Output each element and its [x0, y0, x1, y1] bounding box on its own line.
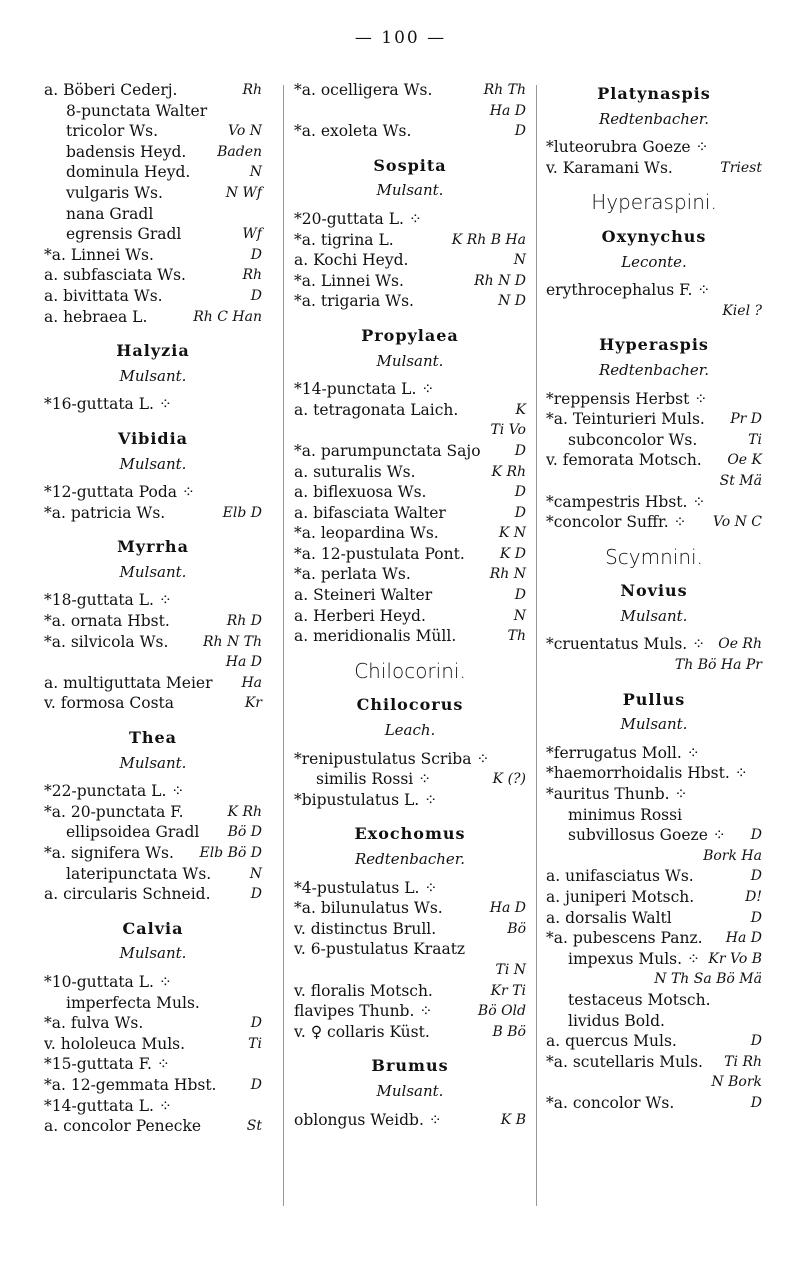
species-entry [44, 1054, 262, 1075]
species-entry [44, 1075, 262, 1096]
species-entry [294, 209, 526, 230]
taxon-name: a. concolor Penecke [44, 1117, 202, 1136]
genus-author: Mulsant. [119, 454, 187, 473]
genus-author: Mulsant. [620, 715, 688, 734]
taxon-name: flavipes Thunb. ⁘ [294, 1002, 433, 1021]
taxon-name: *a. ocelligera Ws. [294, 81, 433, 99]
species-entry [44, 1096, 262, 1117]
species-entry [294, 503, 526, 524]
taxon-name: *12-guttata Poda ⁘ [44, 483, 195, 502]
species-entry [44, 843, 262, 864]
locality-codes: Rh D [226, 613, 262, 630]
genus-heading: Halyzia [116, 341, 190, 361]
locality-codes: D [750, 868, 762, 885]
taxon-name: *a. 12-gemmata Hbst. [44, 1075, 217, 1094]
species-entry [546, 825, 762, 846]
taxon-name: a. Herberi Heyd. [294, 606, 426, 625]
taxon-name: egrensis Gradl [66, 225, 182, 244]
taxon-name: *a. fulva Ws. [44, 1014, 144, 1033]
species-entry [294, 250, 526, 271]
species-entry [546, 908, 762, 929]
taxon-name: *16-guttata L. ⁘ [44, 395, 172, 414]
taxon-name: *reppensis Herbst ⁘ [546, 389, 708, 408]
locality-continuation: N Th Sa Bö Mä [654, 971, 762, 988]
taxon-name: vulgaris Ws. [66, 183, 163, 202]
species-entry [44, 307, 262, 328]
species-entry [294, 939, 526, 960]
species-entry [294, 898, 526, 919]
locality-codes: D [250, 1076, 262, 1093]
locality-codes: D [750, 909, 762, 926]
locality-codes: Elb D [222, 504, 262, 521]
species-entry [546, 492, 762, 513]
column-rule-2 [536, 85, 537, 1206]
taxon-name: *20-guttata L. ⁘ [294, 209, 422, 228]
species-entry [44, 822, 262, 843]
genus-author: Mulsant. [376, 181, 444, 200]
species-entry [546, 634, 762, 655]
taxon-name: a. circularis Schneid. [44, 885, 211, 904]
page-number: — 100 — [354, 28, 447, 48]
species-entry [44, 80, 262, 101]
species-entry [546, 805, 762, 826]
taxon-name: *a. Linnei Ws. [44, 245, 154, 264]
species-entry [44, 611, 262, 632]
species-entry [546, 990, 762, 1011]
locality-continuation: N Bork [711, 1074, 762, 1091]
taxon-name: *a. bilunulatus Ws. [294, 899, 443, 918]
taxon-name: v. Karamani Ws. [546, 158, 673, 177]
taxon-name: *22-punctata L. ⁘ [44, 782, 185, 801]
locality-codes: D [514, 587, 526, 604]
locality-codes: Vo N C [712, 514, 762, 531]
locality-codes: St [246, 1118, 262, 1135]
genus-heading: Propylaea [361, 325, 459, 345]
genus-author: Mulsant. [620, 606, 688, 625]
locality-codes: Ha D [489, 900, 526, 917]
taxon-name: a. juniperi Motsch. [546, 888, 695, 906]
species-entry [294, 769, 526, 790]
species-entry [44, 286, 262, 307]
locality-codes: D [250, 246, 262, 263]
locality-codes: K Rh [491, 463, 526, 480]
taxon-name: *a. ornata Hbst. [44, 612, 170, 631]
locality-codes: N Wf [225, 184, 262, 201]
species-entry [546, 928, 762, 949]
taxon-name: *15-guttata F. ⁘ [44, 1055, 170, 1074]
taxon-name: a. tetragonata Laich. [294, 400, 459, 419]
column-2 [294, 80, 526, 1130]
species-entry [546, 1052, 762, 1073]
locality-codes: D [514, 123, 526, 140]
species-entry [546, 1093, 762, 1114]
species-entry [294, 462, 526, 483]
taxon-name: minimus Rossi [568, 805, 683, 824]
locality-continuation: Ti N [495, 961, 526, 978]
taxon-name: erythrocephalus F. ⁘ [546, 281, 711, 300]
locality-continuation: Ha D [489, 102, 526, 119]
taxon-name: *a. trigaria Ws. [294, 292, 414, 311]
locality-codes: N [249, 865, 262, 882]
genus-author: Redtenbacher. [598, 109, 710, 128]
species-entry [44, 590, 262, 611]
species-entry [44, 802, 262, 823]
locality-codes: Vo N [228, 123, 262, 140]
genus-author: Leconte. [621, 252, 687, 271]
locality-codes: K N [498, 525, 526, 542]
locality-codes: Rh N [489, 566, 526, 583]
taxon-name: *a. silvicola Ws. [44, 632, 169, 651]
taxon-name: lividus Bold. [568, 1011, 665, 1030]
locality-codes: Triest [720, 159, 762, 176]
species-entry [294, 482, 526, 503]
locality-codes: Bö [507, 920, 526, 937]
taxon-name: *a. pubescens Panz. [546, 929, 703, 948]
locality-codes: Ti [748, 431, 762, 448]
column-1 [44, 80, 262, 1137]
locality-codes: Ti Rh [724, 1053, 762, 1070]
species-entry [44, 503, 262, 524]
taxon-name: *a. parumpunctata Sajo [294, 441, 481, 460]
taxon-name: imperfecta Muls. [66, 993, 200, 1012]
locality-codes: N [513, 607, 526, 624]
taxon-name: a. unifasciatus Ws. [546, 867, 694, 886]
species-entry [44, 224, 262, 245]
species-entry [294, 606, 526, 627]
locality-continuation: St Mä [719, 472, 762, 489]
species-entry [546, 409, 762, 430]
taxon-name: v. 6-pustulatus Kraatz [294, 940, 466, 959]
species-entry [546, 866, 762, 887]
locality-codes: Kr Vo B [708, 950, 762, 967]
locality-codes: B Bö [492, 1023, 526, 1040]
species-entry [44, 864, 262, 885]
species-entry [294, 790, 526, 811]
genus-heading: Pullus [622, 689, 686, 709]
species-entry [44, 1034, 262, 1055]
taxon-name: *a. concolor Ws. [546, 1093, 675, 1112]
column-3 [546, 80, 762, 1114]
taxon-name: ellipsoidea Gradl [66, 823, 200, 842]
species-entry [546, 743, 762, 764]
genus-heading: Thea [128, 728, 178, 748]
locality-codes: D [250, 287, 262, 304]
locality-codes: D [750, 1094, 762, 1111]
locality-continuation: Ha D [225, 654, 262, 671]
taxon-name: *haemorrhoidalis Hbst. ⁘ [546, 764, 748, 783]
locality-codes: Baden [217, 143, 262, 160]
species-entry [44, 884, 262, 905]
taxon-name: subvillosus Goeze ⁘ [568, 826, 726, 845]
taxon-name: badensis Heyd. [66, 142, 187, 161]
locality-codes: N D [498, 293, 526, 310]
locality-codes: Rh [242, 82, 262, 98]
taxon-name: testaceus Motsch. [568, 990, 711, 1009]
genus-author: Mulsant. [119, 562, 187, 581]
taxon-name: a. suturalis Ws. [294, 462, 416, 481]
taxon-name: dominula Heyd. [66, 163, 191, 182]
taxon-name: v. hololeuca Muls. [44, 1034, 186, 1053]
taxon-name: *auritus Thunb. ⁘ [546, 785, 688, 804]
locality-codes: Oe K [727, 452, 762, 469]
locality-codes: Kr [244, 695, 262, 712]
genus-heading: Oxynychus [601, 226, 707, 246]
locality-codes: K Rh B Ha [451, 231, 526, 248]
species-entry [44, 204, 262, 225]
species-entry [294, 80, 526, 101]
species-entry [546, 784, 762, 805]
species-entry [44, 632, 262, 653]
locality-codes: D [514, 504, 526, 521]
species-entry [44, 121, 262, 142]
genus-author: Mulsant. [119, 944, 187, 963]
locality-codes: K Rh [227, 803, 262, 820]
locality-codes: K B [500, 1111, 526, 1128]
locality-continuation: Ti Vo [490, 422, 526, 439]
taxon-name: *a. 20-punctata F. [44, 802, 184, 821]
genus-heading: Vibidia [117, 428, 189, 448]
taxon-name: v. formosa Costa [44, 694, 175, 713]
taxon-name: *14-punctata L. ⁘ [294, 380, 435, 399]
taxon-name: a. hebraea L. [44, 307, 148, 326]
locality-codes: N [513, 252, 526, 269]
species-entry [44, 245, 262, 266]
locality-codes: K (?) [492, 771, 526, 788]
taxon-name: *a. scutellaris Muls. [546, 1052, 703, 1071]
species-entry [44, 142, 262, 163]
taxon-name: subconcolor Ws. [568, 430, 698, 449]
species-entry [44, 693, 262, 714]
tribe-heading: Hyperaspini. [591, 190, 717, 215]
locality-codes: Th [507, 628, 526, 645]
genus-heading: Brumus [371, 1056, 449, 1076]
taxon-name: a. bifasciata Walter [294, 503, 446, 522]
species-entry [44, 482, 262, 503]
species-entry [546, 430, 762, 451]
species-entry [294, 749, 526, 770]
taxon-name: *a. Teinturieri Muls. [546, 410, 705, 429]
taxon-name: *a. tigrina L. [294, 230, 394, 249]
taxon-name: *4-pustulatus L. ⁘ [294, 878, 438, 897]
species-entry [294, 400, 526, 421]
species-entry [44, 265, 262, 286]
species-entry [44, 162, 262, 183]
genus-author: Mulsant. [376, 351, 444, 370]
locality-codes: D! [745, 889, 762, 905]
species-entry [294, 1001, 526, 1022]
taxon-name: *18-guttata L. ⁘ [44, 591, 172, 610]
species-entry [294, 585, 526, 606]
species-entry [44, 993, 262, 1014]
species-entry [44, 1013, 262, 1034]
locality-codes: D [750, 1033, 762, 1050]
taxon-name: *luteorubra Goeze ⁘ [546, 138, 709, 157]
species-entry [44, 183, 262, 204]
species-entry [44, 673, 262, 694]
genus-heading: Novius [620, 581, 688, 601]
locality-codes: D [250, 886, 262, 903]
locality-codes: Oe Rh [718, 636, 762, 653]
species-entry [294, 626, 526, 647]
species-entry [294, 230, 526, 251]
locality-codes: Ti [248, 1035, 262, 1052]
species-entry [44, 1116, 262, 1137]
locality-codes: Rh [242, 267, 262, 284]
species-entry [294, 878, 526, 899]
genus-heading: Sospita [373, 155, 447, 175]
taxon-name: *renipustulatus Scriba ⁘ [294, 749, 490, 768]
locality-codes: Wf [242, 226, 262, 243]
taxon-name: *a. 12-pustulata Pont. [294, 544, 465, 563]
species-entry [294, 291, 526, 312]
locality-codes: Bö D [227, 824, 262, 841]
taxon-name: *a. Linnei Ws. [294, 271, 404, 290]
species-entry [546, 137, 762, 158]
taxon-name: *ferrugatus Moll. ⁘ [546, 743, 700, 762]
locality-codes: D [250, 1015, 262, 1032]
taxon-name: a. subfasciata Ws. [44, 266, 186, 285]
taxon-name: v. distinctus Brull. [294, 919, 437, 938]
taxon-name: *a. patricia Ws. [44, 503, 166, 522]
locality-codes: Rh C Han [193, 308, 262, 325]
taxon-name: a. multiguttata Meier [44, 673, 213, 692]
taxon-name: *a. perlata Ws. [294, 565, 411, 584]
locality-codes: D [514, 484, 526, 501]
locality-codes: Rh N Th [202, 633, 262, 650]
taxon-name: v. femorata Motsch. [546, 451, 702, 470]
taxon-name: v. floralis Motsch. [294, 981, 433, 1000]
taxon-name: *a. leopardina Ws. [294, 524, 439, 543]
genus-author: Mulsant. [376, 1081, 444, 1100]
species-entry [546, 280, 762, 301]
taxon-name: impexus Muls. ⁘ [568, 949, 700, 968]
taxon-name: lateripunctata Ws. [66, 864, 212, 883]
genus-heading: Chilocorus [356, 695, 464, 715]
genus-author: Mulsant. [119, 753, 187, 772]
species-entry [294, 564, 526, 585]
species-entry [546, 1031, 762, 1052]
species-entry [294, 1110, 526, 1131]
species-entry [44, 781, 262, 802]
species-entry [546, 512, 762, 533]
taxon-name: a. Steineri Walter [294, 586, 433, 605]
species-entry [546, 389, 762, 410]
species-entry [546, 763, 762, 784]
taxon-name: a. biflexuosa Ws. [294, 483, 427, 502]
taxon-name: *campestris Hbst. ⁘ [546, 492, 706, 511]
taxon-name: a. bivittata Ws. [44, 286, 163, 305]
locality-codes: K D [499, 545, 526, 562]
genus-author: Mulsant. [119, 366, 187, 385]
species-entry [44, 394, 262, 415]
genus-author: Redtenbacher. [354, 850, 466, 868]
genus-heading: Platynaspis [597, 84, 711, 103]
locality-codes: Ha [241, 674, 262, 691]
genus-author: Redtenbacher. [598, 360, 710, 379]
species-entry [294, 379, 526, 400]
locality-codes: Elb Bö D [199, 845, 262, 861]
species-entry [294, 981, 526, 1002]
taxon-name: similis Rossi ⁘ [316, 770, 432, 789]
genus-heading: Calvia [122, 918, 184, 938]
taxon-name: 8-punctata Walter [66, 101, 208, 120]
species-entry [546, 158, 762, 179]
locality-codes: K [515, 401, 526, 418]
locality-codes: Bö Old [477, 1003, 526, 1020]
species-entry [44, 101, 262, 122]
taxon-name: *a. exoleta Ws. [294, 122, 412, 141]
taxon-name: *14-guttata L. ⁘ [44, 1096, 172, 1115]
taxon-name: *cruentatus Muls. ⁘ [546, 635, 706, 654]
species-entry [294, 441, 526, 462]
taxon-name: tricolor Ws. [66, 122, 159, 141]
species-entry [294, 1022, 526, 1043]
species-entry [44, 972, 262, 993]
taxon-name: *bipustulatus L. ⁘ [294, 790, 438, 809]
species-entry [294, 271, 526, 292]
genus-heading: Myrrha [117, 537, 189, 557]
locality-continuation: Th Bö Ha Pr [674, 657, 762, 674]
locality-continuation: Bork Ha [703, 847, 762, 864]
taxon-name: *concolor Suffr. ⁘ [546, 513, 687, 532]
locality-codes: Pr D [730, 411, 762, 428]
tribe-heading: Chilocorini. [354, 658, 466, 683]
taxon-name: a. Kochi Heyd. [294, 251, 409, 270]
taxon-name: v. ♀ collaris Küst. [294, 1022, 430, 1041]
species-entry [546, 887, 762, 908]
locality-codes: Kr Ti [490, 982, 526, 999]
taxon-name: a. dorsalis Waltl [546, 908, 672, 927]
locality-codes: N [249, 164, 262, 181]
species-entry [294, 919, 526, 940]
locality-codes: D [750, 827, 762, 844]
taxon-name: nana Gradl [66, 204, 154, 223]
taxon-name: a. quercus Muls. [546, 1032, 677, 1051]
species-entry [294, 544, 526, 565]
locality-codes: Ha D [725, 930, 762, 947]
locality-codes: D [514, 442, 526, 459]
taxon-name: *10-guttata L. ⁘ [44, 972, 172, 991]
species-entry [294, 121, 526, 142]
locality-codes: Rh N D [474, 272, 526, 289]
locality-continuation: Kiel ? [722, 302, 762, 319]
genus-heading: Hyperaspis [599, 335, 709, 355]
locality-codes: Rh Th [483, 82, 526, 98]
taxon-name: *a. signifera Ws. [44, 844, 174, 862]
genus-author: Leach. [384, 721, 436, 740]
column-rule-1 [283, 85, 284, 1206]
genus-heading: Exochomus [354, 824, 466, 844]
taxon-name: a. meridionalis Müll. [294, 627, 457, 646]
species-entry [546, 949, 762, 970]
tribe-heading: Scymnini. [605, 544, 703, 569]
species-entry [294, 523, 526, 544]
species-entry [546, 1011, 762, 1032]
taxon-name: a. Böberi Cederj. [44, 81, 178, 99]
species-entry [546, 450, 762, 471]
taxon-name: oblongus Weidb. ⁘ [294, 1110, 442, 1129]
